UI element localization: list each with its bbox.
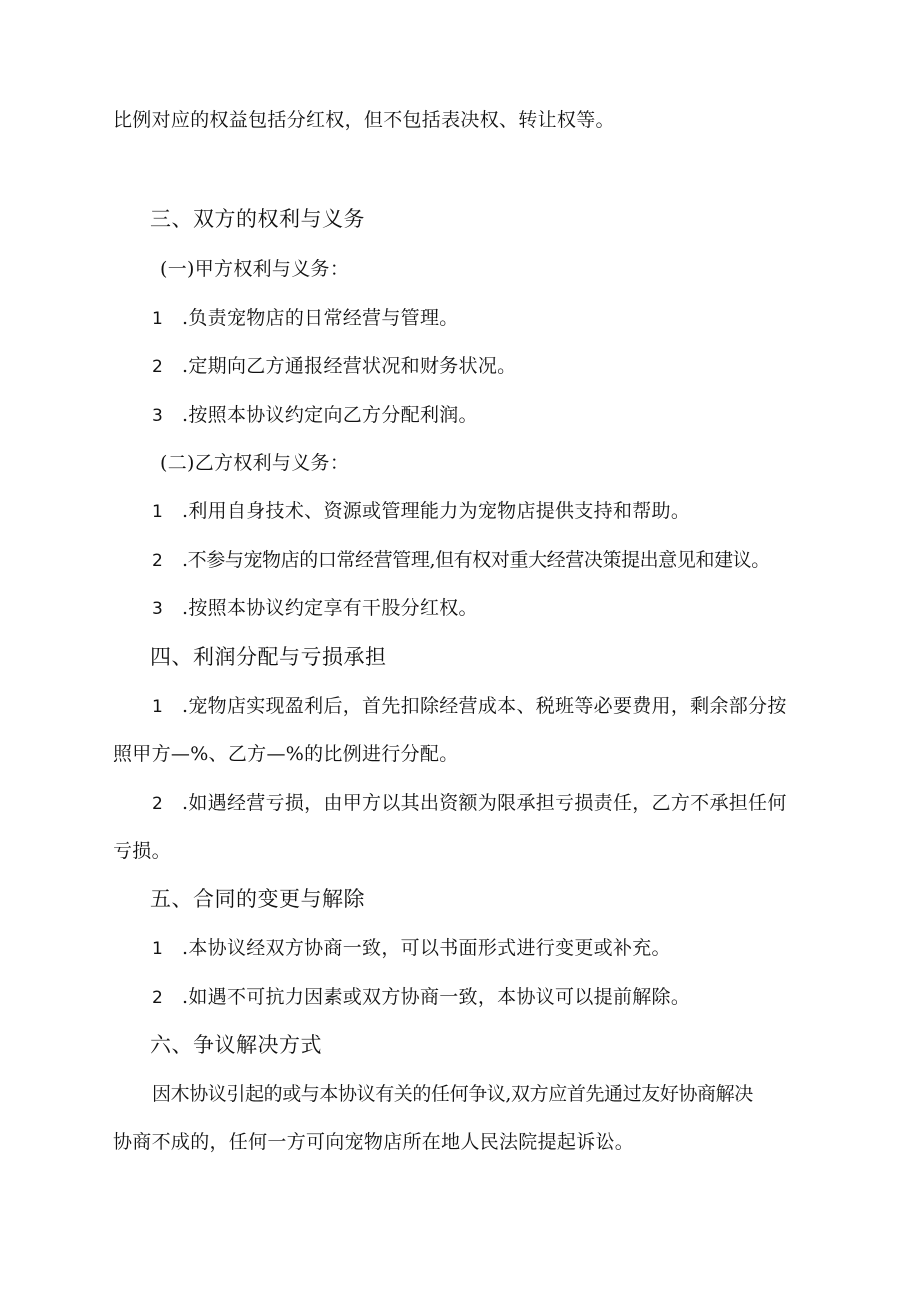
item-number: 3 — [152, 406, 164, 426]
item-number: 2 — [152, 357, 164, 377]
item-number: 1 — [152, 309, 164, 329]
section-4-item-2-line-1 — [152, 791, 787, 816]
item-number: 2 — [152, 988, 164, 1008]
section-4-item-2-line-2: 亏损。 — [113, 840, 171, 862]
item-number: 1 — [152, 502, 164, 522]
item-text: .按照本协议约定享有干股分红权。 — [182, 597, 478, 619]
item-text: .宠物店实现盈利后，首先扣除经营成本、税班等必要费用，剩余部分按 — [182, 695, 787, 717]
item-text: .负责宠物店的日常经营与管理。 — [182, 307, 459, 329]
item-text: .按照本协议约定向乙方分配利润。 — [182, 404, 478, 426]
party-b-subtitle: (二)乙方权利与义务： — [160, 452, 350, 474]
item-number: 1 — [152, 697, 164, 717]
item-number: 3 — [152, 599, 164, 619]
item-number: 1 — [152, 939, 164, 959]
intro-tail-text: 比例对应的权益包括分红权，但不包括表决权、转让权等。 — [113, 109, 615, 131]
party-b-item-1 — [152, 499, 690, 524]
item-text: .定期向乙方通报经营状况和财务状况。 — [182, 355, 517, 377]
party-a-item-1 — [152, 306, 459, 331]
item-text: .本协议经双方协商一致，可以书面形式进行变更或补充。 — [182, 937, 671, 959]
party-a-item-2 — [152, 354, 516, 379]
party-a-subtitle: (一)甲方权利与义务： — [160, 258, 350, 280]
section-4-title: 四、利润分配与亏损承担 — [150, 645, 387, 669]
item-text: .利用自身技术、资源或管理能力为宠物店提供支持和帮助。 — [182, 500, 691, 522]
item-text: .不参与宠物店的口常经营管理,但有权对重大经营决策提出意见和建议。 — [182, 549, 770, 571]
section-6-line-2: 协商不成的，任何一方可向宠物店所在地人民法院提起诉讼。 — [113, 1131, 635, 1153]
item-number: 2 — [152, 794, 164, 814]
item-number: 2 — [152, 551, 163, 571]
section-3-title: 三、双方的权利与义务 — [150, 207, 365, 231]
section-4-item-1-line-1 — [152, 694, 787, 719]
party-b-item-2 — [152, 548, 770, 573]
section-5-item-2 — [152, 985, 690, 1010]
section-5-title: 五、合同的变更与解除 — [150, 887, 365, 911]
party-a-item-3 — [152, 403, 478, 428]
item-text: .如遇不可抗力因素或双方协商一致，本协议可以提前解除。 — [182, 986, 691, 1008]
section-6-line-1: 因木协议引起的或与本协议有关的任何争议,双方应首先通过友好协商解决 — [152, 1083, 753, 1105]
item-text: .如遇经营亏损，由甲方以其出资额为限承担亏损责任，乙方不承担任何 — [182, 792, 787, 814]
section-4-item-1-line-2: 照甲方—%、乙方—%的比例进行分配。 — [113, 743, 459, 765]
party-b-item-3 — [152, 596, 478, 621]
section-6-title: 六、争议解决方式 — [150, 1033, 322, 1057]
section-5-item-1 — [152, 936, 671, 961]
